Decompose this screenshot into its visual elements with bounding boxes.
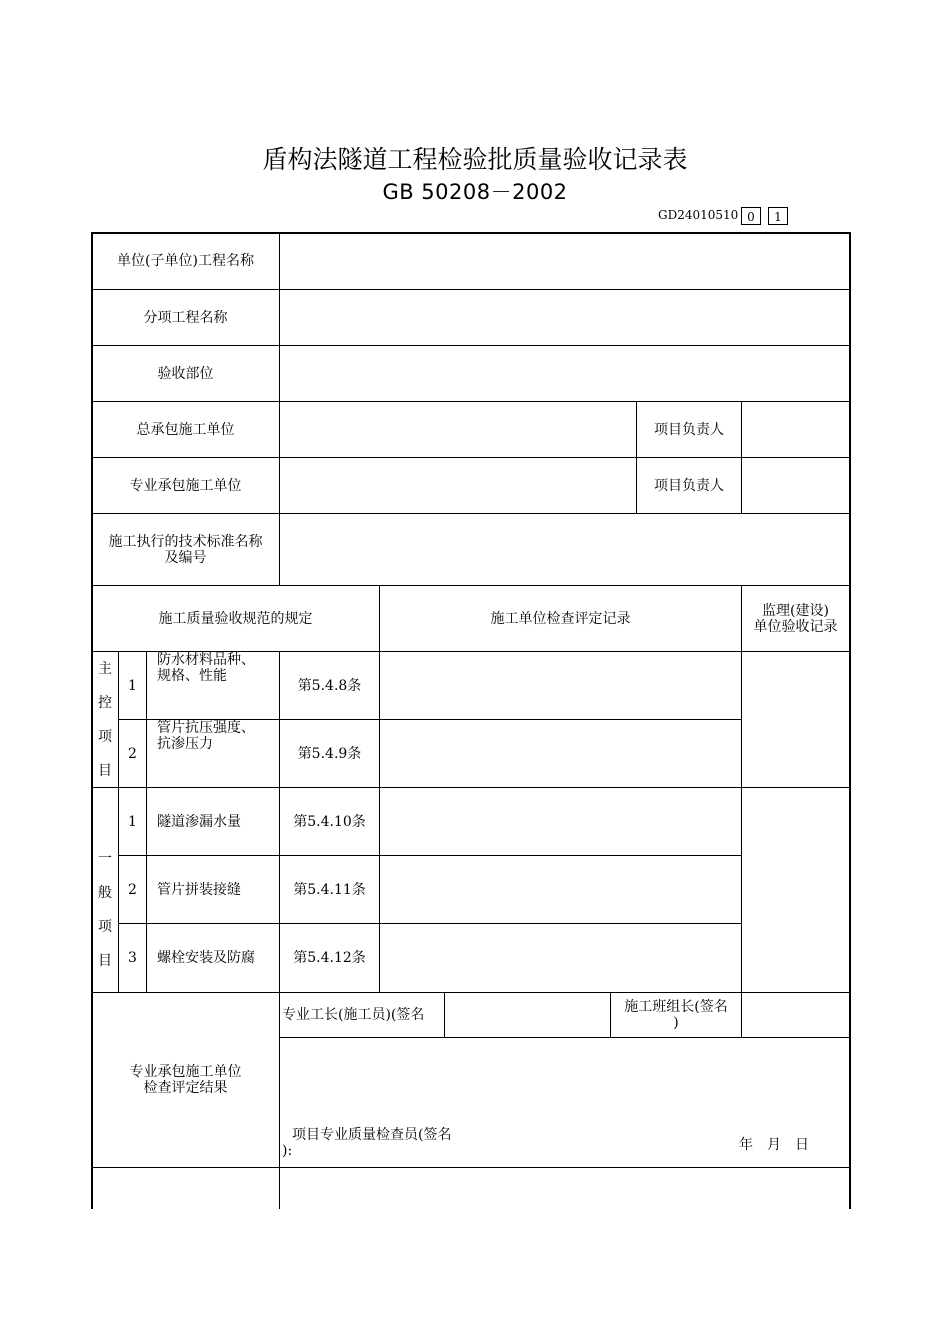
form-code-digit-1: 0 bbox=[741, 207, 761, 225]
supervisor-header-line2: 单位验收记录 bbox=[753, 618, 838, 635]
acceptance-part-label: 验收部位 bbox=[157, 365, 214, 382]
general-item-1-name: 隧道渗漏水量 bbox=[157, 813, 241, 830]
general-item-1-clause: 第5.4.10条 bbox=[293, 813, 366, 830]
foreman-signature-label: 专业工长(施工员)(签名 bbox=[282, 1007, 425, 1023]
general-supervisor-field[interactable] bbox=[742, 788, 849, 992]
main-item-2-number: 2 bbox=[128, 745, 137, 762]
contractor-record-column-header: 施工单位检查评定记录 bbox=[490, 610, 631, 627]
result-evaluation-field[interactable] bbox=[280, 1038, 849, 1124]
result-label-line1: 专业承包施工单位 bbox=[129, 1064, 242, 1080]
date-label: 年 月 日 bbox=[739, 1137, 809, 1153]
main-item-1-record-field[interactable] bbox=[380, 652, 741, 719]
main-item-2-name bbox=[147, 720, 279, 787]
standard-number: GB 50208－2002 bbox=[382, 180, 568, 204]
general-item-3-name: 螺栓安装及防腐 bbox=[157, 950, 255, 966]
supervisor-record-column-header bbox=[742, 586, 849, 651]
main-control-char: 控 bbox=[98, 694, 112, 711]
specialty-contractor-field[interactable] bbox=[280, 458, 636, 513]
main-item-1-number: 1 bbox=[128, 677, 137, 694]
general-item-3-record-field[interactable] bbox=[380, 924, 741, 992]
main-item-2-record-field[interactable] bbox=[380, 720, 741, 787]
main-item-1-clause: 第5.4.8条 bbox=[297, 677, 362, 694]
technical-standard-label-line2: 及编号 bbox=[164, 549, 207, 566]
main-item-1-name-line2: 规格、性能 bbox=[157, 668, 227, 684]
sub-item-name-field[interactable] bbox=[280, 290, 849, 345]
main-control-label bbox=[92, 652, 118, 787]
quality-inspector-line1: 项目专业质量检查员(签名 bbox=[292, 1127, 452, 1143]
next-section-field[interactable] bbox=[280, 1168, 849, 1209]
general-items-char: 目 bbox=[98, 953, 112, 969]
technical-standard-label-line1: 施工执行的技术标准名称 bbox=[108, 533, 263, 550]
team-leader-label-line2: ) bbox=[673, 1015, 679, 1031]
general-item-1-record-field[interactable] bbox=[380, 788, 741, 855]
supervisor-header-line1: 监理(建设) bbox=[762, 602, 829, 619]
team-leader-label-line1: 施工班组长(签名 bbox=[624, 999, 728, 1015]
sub-item-name-label: 分项工程名称 bbox=[143, 309, 228, 326]
spec-column-header: 施工质量验收规范的规定 bbox=[158, 610, 313, 627]
main-control-supervisor-field[interactable] bbox=[742, 652, 849, 787]
next-section-label bbox=[92, 1168, 279, 1209]
main-control-char: 主 bbox=[98, 660, 112, 677]
technical-standard-field[interactable] bbox=[280, 514, 849, 585]
result-label bbox=[92, 993, 279, 1167]
general-items-char: 项 bbox=[98, 919, 112, 935]
unit-project-name-label: 单位(子单位)工程名称 bbox=[117, 253, 254, 269]
general-items-char: 般 bbox=[98, 885, 112, 901]
project-leader-field-1[interactable] bbox=[742, 402, 849, 457]
general-items-label bbox=[92, 788, 118, 992]
project-leader-label-1: 项目负责人 bbox=[654, 421, 724, 438]
form-code: GD24010510 bbox=[658, 208, 739, 222]
general-contractor-field[interactable] bbox=[280, 402, 636, 457]
project-leader-label-2: 项目负责人 bbox=[654, 477, 724, 494]
project-leader-field-2[interactable] bbox=[742, 458, 849, 513]
quality-inspector-label bbox=[282, 1127, 451, 1159]
main-item-1-name-line1: 防水材料品种、 bbox=[157, 652, 255, 668]
main-item-1-name bbox=[147, 652, 279, 719]
general-item-3-clause: 第5.4.12条 bbox=[293, 950, 366, 966]
team-leader-signature-label bbox=[611, 993, 741, 1037]
result-label-line2: 检查评定结果 bbox=[143, 1080, 228, 1096]
general-item-3-number: 3 bbox=[128, 950, 137, 966]
general-item-2-record-field[interactable] bbox=[380, 856, 741, 923]
general-item-2-number: 2 bbox=[128, 881, 137, 898]
general-items-char: 一 bbox=[98, 851, 112, 867]
team-leader-signature-field[interactable] bbox=[742, 993, 849, 1037]
form-code-digit-2: 1 bbox=[768, 207, 788, 225]
main-item-2-clause: 第5.4.9条 bbox=[297, 745, 362, 762]
general-contractor-label: 总承包施工单位 bbox=[136, 421, 235, 438]
specialty-contractor-label: 专业承包施工单位 bbox=[129, 477, 242, 494]
quality-inspector-line2: ): bbox=[282, 1143, 293, 1159]
general-item-2-name: 管片拼装接缝 bbox=[157, 881, 241, 898]
general-item-2-clause: 第5.4.11条 bbox=[293, 881, 366, 898]
main-item-2-name-line1: 管片抗压强度、 bbox=[157, 720, 255, 736]
main-control-char: 项 bbox=[98, 728, 112, 745]
main-control-char: 目 bbox=[98, 762, 112, 779]
unit-project-name-field[interactable] bbox=[280, 233, 849, 289]
page-title: 盾构法隧道工程检验批质量验收记录表 bbox=[262, 145, 688, 174]
technical-standard-label bbox=[92, 514, 279, 585]
acceptance-part-field[interactable] bbox=[280, 346, 849, 401]
main-item-2-name-line2: 抗渗压力 bbox=[157, 736, 213, 752]
general-item-1-number: 1 bbox=[128, 813, 137, 830]
foreman-signature-field[interactable] bbox=[445, 993, 610, 1037]
